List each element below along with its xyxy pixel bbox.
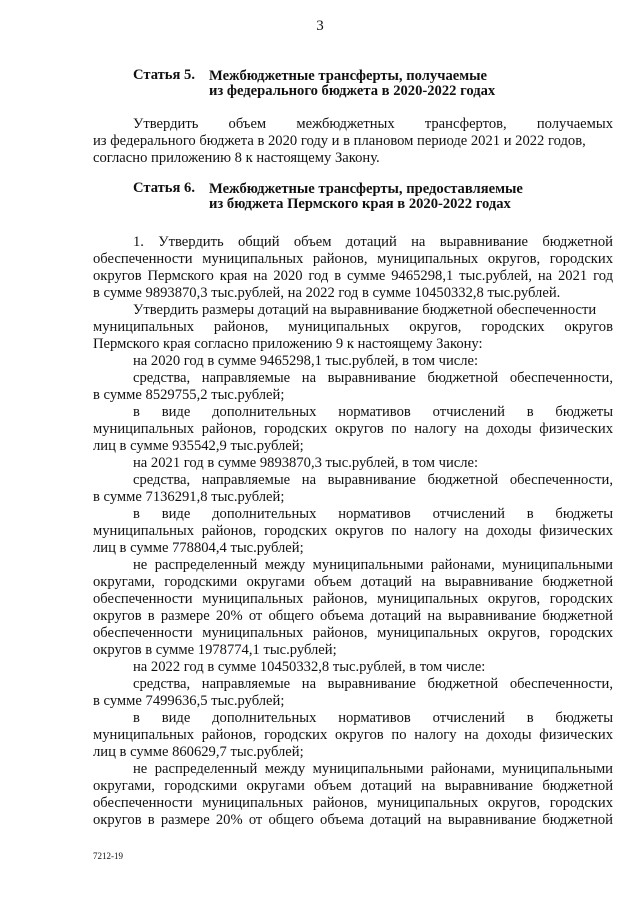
article-6-line: обеспеченности муниципальных районов, муниципальных округов, городских <box>93 591 613 607</box>
article-6-line: в виде дополнительных нормативов отчислений в бюджеты <box>133 710 613 726</box>
article-6-line: муниципальных районов, городских округов по налогу на доходы физических <box>93 523 613 539</box>
article-5-number: Статья 5. <box>133 67 195 83</box>
article-6-line: обеспеченности муниципальных районов, муниципальных округов, городских <box>93 625 613 641</box>
article-6-line: округов в сумме 1978774,1 тыс.рублей; <box>93 642 337 658</box>
article-6-line: Пермского края согласно приложению 9 к настоящему Закону: <box>93 336 483 352</box>
article-6-line: в виде дополнительных нормативов отчислений в бюджеты <box>133 506 613 522</box>
article-6-line: лиц в сумме 860629,7 тыс.рублей; <box>93 744 304 760</box>
article-6-line: обеспеченности муниципальных районов, муниципальных округов, городских <box>93 251 613 267</box>
article-6-line: в сумме 7499636,5 тыс.рублей; <box>93 693 285 709</box>
article-6-line: муниципальных районов, муниципальных округов, городских округов <box>93 319 613 335</box>
article-6-line: средства, направляемые на выравнивание бюджетной обеспеченности, <box>133 472 613 488</box>
article-6-line: на 2022 год в сумме 10450332,8 тыс.рублей, в том числе: <box>133 659 486 675</box>
article-6-line: округами, городскими округами объем дотаций на выравнивание бюджетной <box>93 778 613 794</box>
article-6-line: в сумме 7136291,8 тыс.рублей; <box>93 489 285 505</box>
article-6-line: в сумме 8529755,2 тыс.рублей; <box>93 387 285 403</box>
article-6-line: средства, направляемые на выравнивание бюджетной обеспеченности, <box>133 370 613 386</box>
page-number: 3 <box>316 18 324 34</box>
article-6-line: не распределенный между муниципальными районами, муниципальными <box>133 761 613 777</box>
article-6-line: округов в размере 20% от общего объема дотаций на выравнивание бюджетной <box>93 812 613 828</box>
article-5-title-line1: Межбюджетные трансферты, получаемые <box>209 68 488 84</box>
article-5-line: из федерального бюджета в 2020 году и в плановом периоде 2021 и 2022 годов, <box>93 133 586 149</box>
article-6-line: в сумме 9893870,3 тыс.рублей, на 2022 год в сумме 10450332,8 тыс.рублей. <box>93 285 561 301</box>
article-6-line: округов Пермского края на 2020 год в сумме 9465298,1 тыс.рублей, на 2021 год <box>93 268 613 284</box>
article-6-line: 1. Утвердить общий объем дотаций на выравнивание бюджетной <box>133 234 613 250</box>
article-5-line: согласно приложению 8 к настоящему Закону. <box>93 150 380 166</box>
article-6-number: Статья 6. <box>133 180 195 196</box>
article-5-line: Утвердить объем межбюджетных трансфертов, получаемых <box>133 116 613 132</box>
article-6-title-line1: Межбюджетные трансферты, предоставляемые <box>209 181 523 197</box>
article-6-line: муниципальных районов, городских округов по налогу на доходы физических <box>93 727 613 743</box>
article-6-line: округов в размере 20% от общего объема дотаций на выравнивание бюджетной <box>93 608 613 624</box>
article-6-line: муниципальных районов, городских округов по налогу на доходы физических <box>93 421 613 437</box>
document-code-footer: 7212-19 <box>93 851 123 861</box>
article-6-line: обеспеченности муниципальных районов, муниципальных округов, городских <box>93 795 613 811</box>
article-6-line: не распределенный между муниципальными районами, муниципальными <box>133 557 613 573</box>
article-6-line: Утвердить размеры дотаций на выравнивание бюджетной обеспеченности <box>133 302 597 318</box>
article-6-line: округами, городскими округами объем дотаций на выравнивание бюджетной <box>93 574 613 590</box>
article-6-title-line2: из бюджета Пермского края в 2020-2022 годах <box>209 196 511 212</box>
article-6-line: на 2020 год в сумме 9465298,1 тыс.рублей, в том числе: <box>133 353 479 369</box>
article-5-title-line2: из федерального бюджета в 2020-2022 годах <box>209 83 496 99</box>
article-6-line: средства, направляемые на выравнивание бюджетной обеспеченности, <box>133 676 613 692</box>
article-6-line: на 2021 год в сумме 9893870,3 тыс.рублей, в том числе: <box>133 455 479 471</box>
article-6-line: лиц в сумме 778804,4 тыс.рублей; <box>93 540 304 556</box>
article-6-line: лиц в сумме 935542,9 тыс.рублей; <box>93 438 304 454</box>
article-6-line: в виде дополнительных нормативов отчислений в бюджеты <box>133 404 613 420</box>
